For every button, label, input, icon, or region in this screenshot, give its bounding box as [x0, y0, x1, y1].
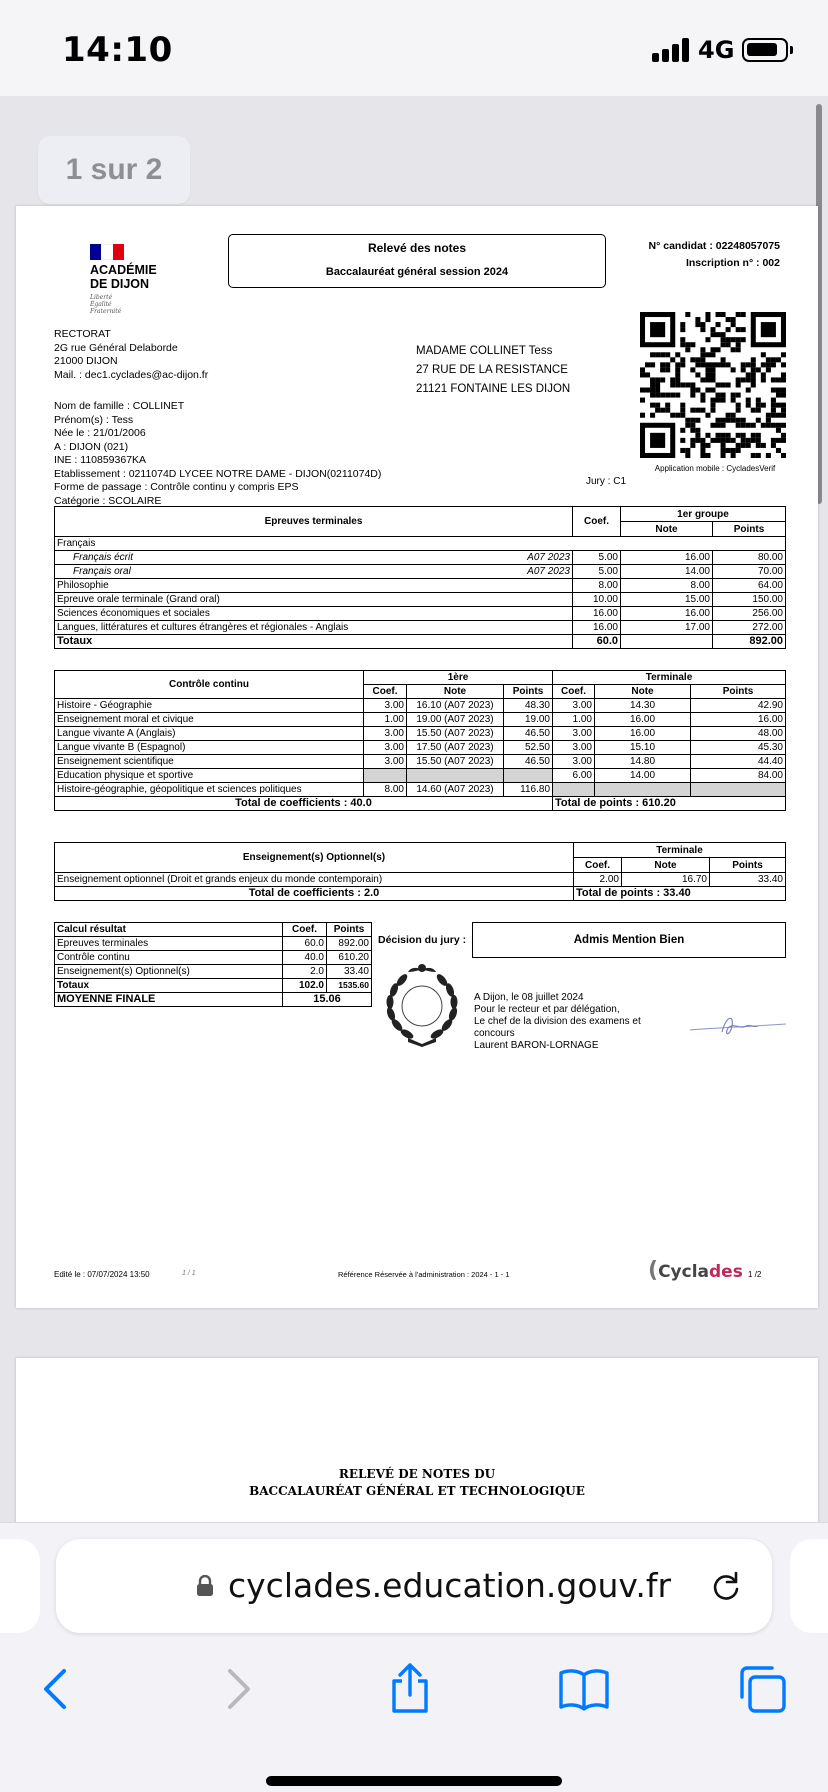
footer-page-small: 1 / 1 [182, 1270, 196, 1277]
address-bar[interactable] [56, 1539, 772, 1633]
table-row: Histoire - Géographie 3.00 16.10 (A07 2023) 48.30 3.00 14.30 42.90 [55, 699, 786, 713]
status-bar [0, 0, 828, 96]
table-row: Philosophie 8.00 8.00 64.00 [55, 579, 786, 593]
footer-edited: Edité le : 07/07/2024 13:50 [54, 1270, 150, 1279]
decision-value: Admis Mention Bien [472, 922, 786, 958]
table-row: Sciences économiques et sociales 16.00 16.00 256.00 [55, 607, 786, 621]
lock-icon [196, 1575, 214, 1597]
decision-label: Décision du jury : [378, 934, 467, 946]
controle-header: Contrôle continu [55, 671, 364, 699]
reload-icon[interactable] [708, 1569, 744, 1605]
table-row: Histoire-géographie, géopolitique et sciences politiques 8.00 14.60 (A07 2023) 116.80 [55, 783, 786, 797]
controle-total-coef: Total de coefficients : 40.0 [55, 797, 553, 811]
academie-name-line1: ACADÉMIE [90, 263, 157, 277]
status-time: 14:10 [62, 30, 173, 70]
share-icon[interactable] [382, 1661, 438, 1717]
moyenne-value: 15.06 [283, 993, 372, 1007]
recipient-address: MADAME COLLINET Tess 27 RUE DE LA RESISTANCE 21121 FONTAINE LES DIJON [416, 345, 571, 395]
next-tab-preview[interactable] [790, 1539, 828, 1633]
table-row: Langue vivante A (Anglais) 3.00 15.50 (A07 2023) 46.50 3.00 16.00 48.00 [55, 727, 786, 741]
controle-total-points: Total de points : 610.20 [553, 797, 786, 811]
back-icon[interactable] [30, 1661, 86, 1717]
table-row: Enseignement moral et civique 1.00 19.00 (A07 2023) 19.00 1.00 16.00 16.00 [55, 713, 786, 727]
pdf-page-2 [16, 1358, 818, 1522]
moyenne-label: MOYENNE FINALE [55, 993, 283, 1007]
inscription-number: Inscription n° : 002 [685, 257, 780, 269]
network-label: 4G [698, 36, 735, 64]
bookmarks-icon[interactable] [556, 1661, 612, 1717]
cyclades-logo: (Cyclades [648, 1258, 743, 1283]
pdf-viewer[interactable] [0, 96, 828, 1522]
table-row: Contrôle continu 40.0 610.20 [55, 951, 372, 965]
forward-icon[interactable] [208, 1661, 264, 1717]
group-header: 1er groupe [621, 507, 786, 522]
safari-toolbar [0, 1522, 828, 1792]
marianne-flag-icon [90, 244, 124, 260]
academie-name-line2: DE DIJON [90, 277, 150, 291]
epreuves-header: Epreuves terminales [55, 507, 573, 537]
controle-continu-table: Contrôle continu 1ère Terminale Coef. Note Points Coef. Note Points Histoire - Géographie 3.00 16.10 (A07 2023) 48.30 3.00 14.30 42.90 Enseignement moral et civique 1.00 19.00 (A07 2023) 19.00 1.00 16.00 16.00 Langue vivante A (Anglais) 3.00 15.50 (A07 2023) 46.50 3.00 16.00 48.00 Langue vivante B (Espagnol) 3.00 17.50 (A07 2023) 52.50 3.00 15.10 45.30 Enseignement scientifique 3.00 15.50 (A07 2023) 46.50 3.00 14.80 44.40 Education physique et sportive 6.00 14.00 84.00 Histoire-géographie, géopolitique et sciences politiques 8.00 14.60 (A07 2023) 116.80 Total de coefficients : 40.0 Total de points : 610.20 [54, 670, 786, 811]
battery-icon [742, 38, 788, 62]
table-row: Français oral A07 2023 5.00 14.00 70.00 [55, 565, 786, 579]
signature-text: A Dijon, le 08 juillet 2024 Pour le recteur et par délégation, Le chef de la division des examens et concours Laurent BARON-LORNAGE [474, 992, 641, 1051]
qr-caption: Application mobile : CycladesVerif [654, 464, 776, 473]
tabs-icon[interactable] [734, 1661, 790, 1717]
table-row: Français écrit A07 2023 5.00 16.00 80.00 [55, 551, 786, 565]
student-info: Nom de famille : COLLINET Prénom(s) : Tess Née le : 21/01/2006 A : DIJON (021) INE : 110859367KA Etablissement : 0211074D LYCEE NOTRE DAME - DIJON(0211074D) Forme de passage : Contrôle continu y compris EPS Catégorie : SCOLAIRE [54, 400, 382, 507]
calcul-resultat-table: Calcul résultat Coef. Points Epreuves terminales 60.0 892.00 Contrôle continu 40.0 610.20 Enseignement(s) Optionnel(s) 2.0 33.40 Totaux 102.0 1535.60 MOYENNE FINALE 15.06 [54, 922, 372, 1007]
qr-code-icon [640, 312, 786, 458]
candidate-info [649, 238, 780, 272]
handwritten-signature-icon [688, 1006, 788, 1046]
pdf-page-1 [16, 206, 818, 1308]
footer-page: 1 /2 [748, 1270, 762, 1279]
doc-title: Relevé des notes [367, 241, 467, 255]
page2-title: RELEVÉ DE NOTES DU BACCALAURÉAT GÉNÉRAL ET TECHNOLOGIQUE [249, 1467, 585, 1498]
motto: Liberté Égalité Fraternité [90, 294, 122, 315]
epreuves-table: Epreuves terminales Coef. 1er groupe Note Points Français Français écrit A07 2023 5.00 16.00 80.00 Français oral A07 2023 5.00 14.00 70.00 Philosophie 8.00 8.00 64.00 Epreuve orale terminale (Grand oral) 10.00 15.00 150.00 Sciences économiques et sociales 16.00 16.00 256.00 Langues, littératures et cultures étrangères et régionales - Anglais 16.00 17.00 272.00 Totaux 60.0 892.00 [54, 506, 786, 649]
laurel-wreath-icon [378, 958, 466, 1048]
candidate-number: N° candidat : 02248057075 [648, 240, 780, 252]
table-row: Langue vivante B (Espagnol) 3.00 17.50 (A07 2023) 52.50 3.00 15.10 45.30 [55, 741, 786, 755]
previous-tab-preview[interactable] [0, 1539, 40, 1633]
jury-label: Jury : C1 [586, 476, 627, 487]
table-row: Enseignement scientifique 3.00 15.50 (A07 2023) 46.50 3.00 14.80 44.40 [55, 755, 786, 769]
rectorat-address: RECTORAT 2G rue Général Delaborde 21000 DIJON Mail. : dec1.cyclades@ac-dijon.fr [54, 328, 209, 381]
home-indicator[interactable] [266, 1776, 562, 1786]
title-box [228, 234, 606, 288]
epreuves-coef-header: Coef. [573, 507, 621, 537]
epreuves-category: Français [55, 537, 786, 551]
footer-reference: Référence Réservée à l'administration : 2024 - 1 - 1 [338, 1270, 510, 1279]
table-row: Epreuves terminales 60.0 892.00 [55, 937, 372, 951]
academie-logo [72, 244, 192, 315]
url-text[interactable]: cyclades.education.gouv.fr [228, 1566, 672, 1605]
optionnel-table: Enseignement(s) Optionnel(s) Terminale Coef. Note Points Enseignement optionnel (Droit et grands enjeux du monde contemporain) 2.00 16.70 33.40 Total de coefficients : 2.0 Total de points : 33.40 [54, 842, 786, 901]
table-row: Education physique et sportive 6.00 14.00 84.00 [55, 769, 786, 783]
page-indicator: 1 sur 2 [38, 136, 190, 204]
signal-icon [652, 38, 690, 62]
doc-subtitle: Baccalauréat général session 2024 [325, 266, 509, 278]
table-row: Epreuve orale terminale (Grand oral) 10.00 15.00 150.00 [55, 593, 786, 607]
table-row: Langues, littératures et cultures étrangères et régionales - Anglais 16.00 17.00 272.00 [55, 621, 786, 635]
table-row: Enseignement(s) Optionnel(s) 2.0 33.40 [55, 965, 372, 979]
